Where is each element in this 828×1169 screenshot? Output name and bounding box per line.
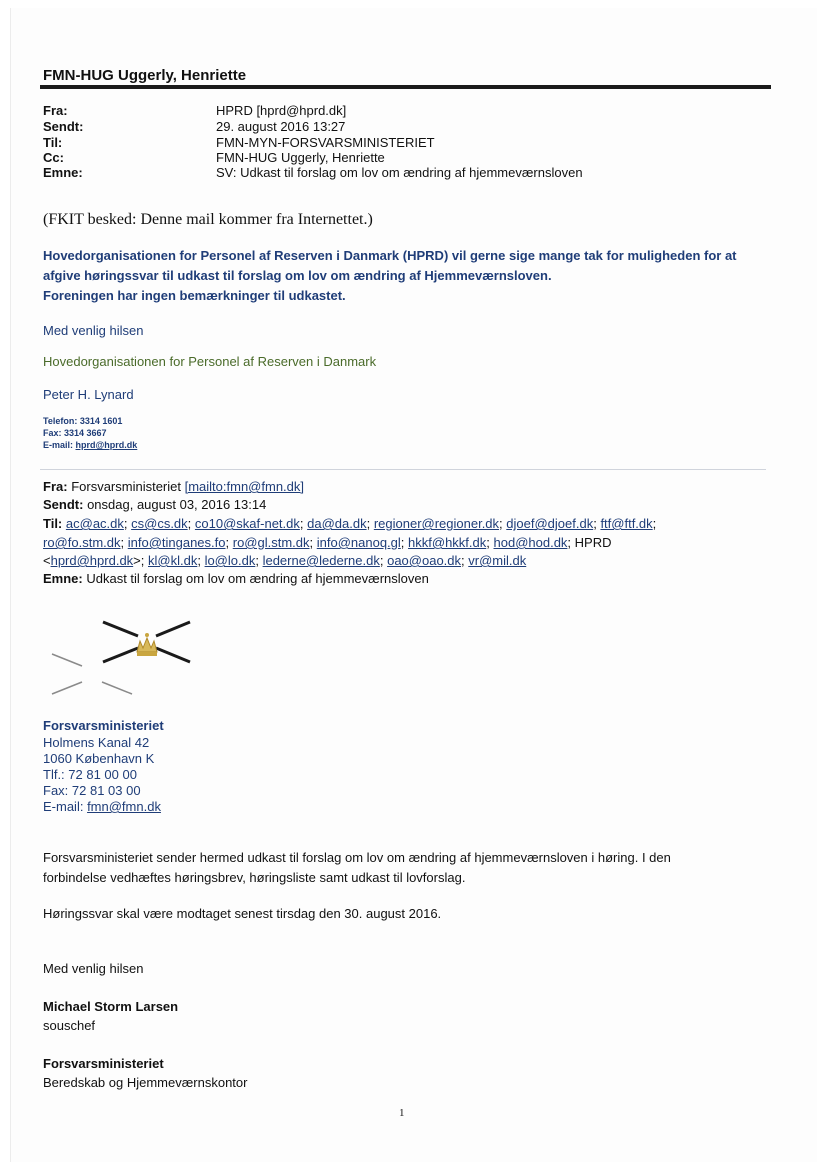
recipient-separator: ; xyxy=(499,516,507,531)
fwd-to-tail: ; HPRD xyxy=(567,535,612,550)
recipient-link[interactable]: ac@ac.dk xyxy=(65,516,124,531)
letter-signer-title: souschef xyxy=(43,1018,96,1033)
letter-line: Forsvarsministeriet sender hermed udkast til forslag om lov om ændring af hjemmeværnsloven i høring. I den xyxy=(43,850,671,865)
page-number: 1 xyxy=(399,1107,405,1119)
reply-organization: Hovedorganisationen for Personel af Reserven i Danmark xyxy=(43,354,377,369)
fwd-sent-row xyxy=(43,496,266,513)
header-rule xyxy=(40,85,771,89)
fwd-to-list-2 xyxy=(43,535,567,550)
sent-value: 29. august 2016 13:27 xyxy=(216,119,346,134)
recipient-link[interactable]: hkkf@hkkf.dk xyxy=(408,535,487,550)
logo-stroke xyxy=(52,654,82,666)
subject-label: Emne: xyxy=(43,165,83,180)
letter-paragraph-1 xyxy=(43,848,671,888)
reply-email-link[interactable]: hprd@hprd.dk xyxy=(75,440,138,450)
letter-line: forbindelse vedhæftes høringsbrev, høringsliste samt udkast til lovforslag. xyxy=(43,870,466,885)
logo-stroke xyxy=(156,622,190,636)
recipient-link[interactable]: da@da.dk xyxy=(307,516,367,531)
reply-signer: Peter H. Lynard xyxy=(43,387,134,402)
fwd-to-label: Til: xyxy=(43,516,63,531)
reply-greeting: Med venlig hilsen xyxy=(43,323,144,338)
recipient-separator: ; xyxy=(366,516,374,531)
sent-label: Sendt: xyxy=(43,119,84,134)
fwd-to-row-3 xyxy=(43,552,526,569)
cc-value: FMN-HUG Uggerly, Henriette xyxy=(216,150,385,165)
fkit-note: (FKIT besked: Denne mail kommer fra Internettet.) xyxy=(43,211,373,228)
fwd-sent-label: Sendt: xyxy=(43,497,84,512)
fwd-to-row-1 xyxy=(43,515,656,532)
letter-greeting: Med venlig hilsen xyxy=(43,961,144,976)
reply-fax: Fax: 3314 3667 xyxy=(43,428,107,438)
mailbox-owner-name: FMN-HUG Uggerly, Henriette xyxy=(43,67,247,84)
recipient-separator: ; xyxy=(379,553,388,568)
forward-separator xyxy=(40,469,766,470)
fwd-to-list-3 xyxy=(148,553,526,568)
from-value: HPRD [hprd@hprd.dk] xyxy=(216,103,347,118)
fwd-subject-value: Udkast til forslag om lov om ændring af hjemmeværnsloven xyxy=(86,571,429,586)
ministry-fax: Fax: 72 81 03 00 xyxy=(43,783,141,798)
fwd-from-label: Fra: xyxy=(43,479,68,494)
ministry-email-link[interactable]: fmn@fmn.dk xyxy=(87,799,161,814)
letter-paragraph-2: Høringssvar skal være modtaget senest tirsdag den 30. august 2016. xyxy=(43,906,442,921)
recipient-separator: ; xyxy=(123,516,132,531)
recipient-link[interactable]: cs@cs.dk xyxy=(131,516,188,531)
recipient-link[interactable]: lo@lo.dk xyxy=(204,553,256,568)
recipient-separator: ; xyxy=(652,516,657,531)
ministry-email-row xyxy=(43,799,161,815)
recipient-link[interactable]: ro@fo.stm.dk xyxy=(43,535,121,550)
recipient-link[interactable]: regioner@regioner.dk xyxy=(373,516,500,531)
reply-intro-line: afgive høringssvar til udkast til forslag om lov om ændring af Hjemmeværnsloven. xyxy=(43,268,552,283)
ministry-name: Forsvarsministeriet xyxy=(43,718,164,733)
recipient-link[interactable]: ftf@ftf.dk xyxy=(600,516,653,531)
fwd-subject-label: Emne: xyxy=(43,571,83,586)
reply-intro-line: Hovedorganisationen for Personel af Reserven i Danmark (HPRD) vil gerne sige mange tak for muligheden for at xyxy=(43,248,737,263)
recipient-separator: ; xyxy=(400,535,409,550)
logo-stroke xyxy=(103,648,138,662)
from-label: Fra: xyxy=(43,103,68,118)
recipient-separator: ; xyxy=(593,516,601,531)
recipient-link[interactable]: info@tinganes.fo xyxy=(127,535,226,550)
logo-stroke xyxy=(102,682,132,694)
crown-icon xyxy=(137,633,157,656)
logo-stroke xyxy=(103,622,138,636)
recipient-link[interactable]: oao@oao.dk xyxy=(387,553,462,568)
fwd-to-bracket-close: >; xyxy=(133,553,148,568)
recipient-link[interactable]: hprd@hprd.dk xyxy=(50,553,134,568)
reply-email-row xyxy=(43,440,137,451)
reply-intro xyxy=(43,246,737,306)
ministry-city: 1060 København K xyxy=(43,751,155,766)
fwd-from-mailto-link[interactable]: [mailto:fmn@fmn.dk] xyxy=(184,479,305,494)
recipient-link[interactable]: lederne@lederne.dk xyxy=(262,553,380,568)
ministry-phone: Tlf.: 72 81 00 00 xyxy=(43,767,137,782)
subject-value: SV: Udkast til forslag om lov om ændring af hjemmeværnsloven xyxy=(216,165,583,180)
fwd-to-list-1 xyxy=(66,516,656,531)
logo-stroke xyxy=(52,682,82,694)
reply-phone: Telefon: 3314 1601 xyxy=(43,416,123,426)
fwd-to-row-2 xyxy=(43,534,611,551)
recipient-link[interactable]: vr@mil.dk xyxy=(468,553,527,568)
recipient-link[interactable]: co10@skaf-net.dk xyxy=(194,516,300,531)
recipient-separator: ; xyxy=(197,553,205,568)
ministry-street: Holmens Kanal 42 xyxy=(43,735,150,750)
to-value: FMN-MYN-FORSVARSMINISTERIET xyxy=(216,135,435,150)
letter-signer-name: Michael Storm Larsen xyxy=(43,999,179,1014)
ministry-email-label: E-mail: xyxy=(43,799,88,814)
recipient-separator: ; xyxy=(255,553,263,568)
fwd-to-bracket: < xyxy=(43,553,51,568)
fwd-from-value: Forsvarsministeriet xyxy=(71,479,185,494)
cc-label: Cc: xyxy=(43,150,64,165)
logo-stroke xyxy=(156,648,190,662)
recipient-link[interactable]: hod@hod.dk xyxy=(493,535,568,550)
fwd-subject-row xyxy=(43,570,429,587)
fwd-from-row xyxy=(43,478,304,495)
ministry-crown-logo xyxy=(48,620,198,698)
recipient-separator: ; xyxy=(461,553,469,568)
reply-email-label: E-mail: xyxy=(43,440,76,450)
recipient-separator: ; xyxy=(120,535,128,550)
recipient-separator: ; xyxy=(486,535,494,550)
recipient-link[interactable]: djoef@djoef.dk xyxy=(506,516,594,531)
to-label: Til: xyxy=(43,135,63,150)
recipient-separator: ; xyxy=(309,535,317,550)
recipient-separator: ; xyxy=(187,516,195,531)
recipient-link[interactable]: ro@gl.stm.dk xyxy=(232,535,310,550)
recipient-link[interactable]: info@nanoq.gl xyxy=(316,535,401,550)
recipient-link[interactable]: kl@kl.dk xyxy=(148,553,198,568)
letter-dept: Beredskab og Hjemmeværnskontor xyxy=(43,1075,248,1090)
fwd-sent-value: onsdag, august 03, 2016 13:14 xyxy=(87,497,267,512)
recipient-separator: ; xyxy=(299,516,308,531)
reply-intro-line: Foreningen har ingen bemærkninger til udkastet. xyxy=(43,288,346,303)
recipient-separator: ; xyxy=(225,535,233,550)
letter-org: Forsvarsministeriet xyxy=(43,1056,164,1071)
